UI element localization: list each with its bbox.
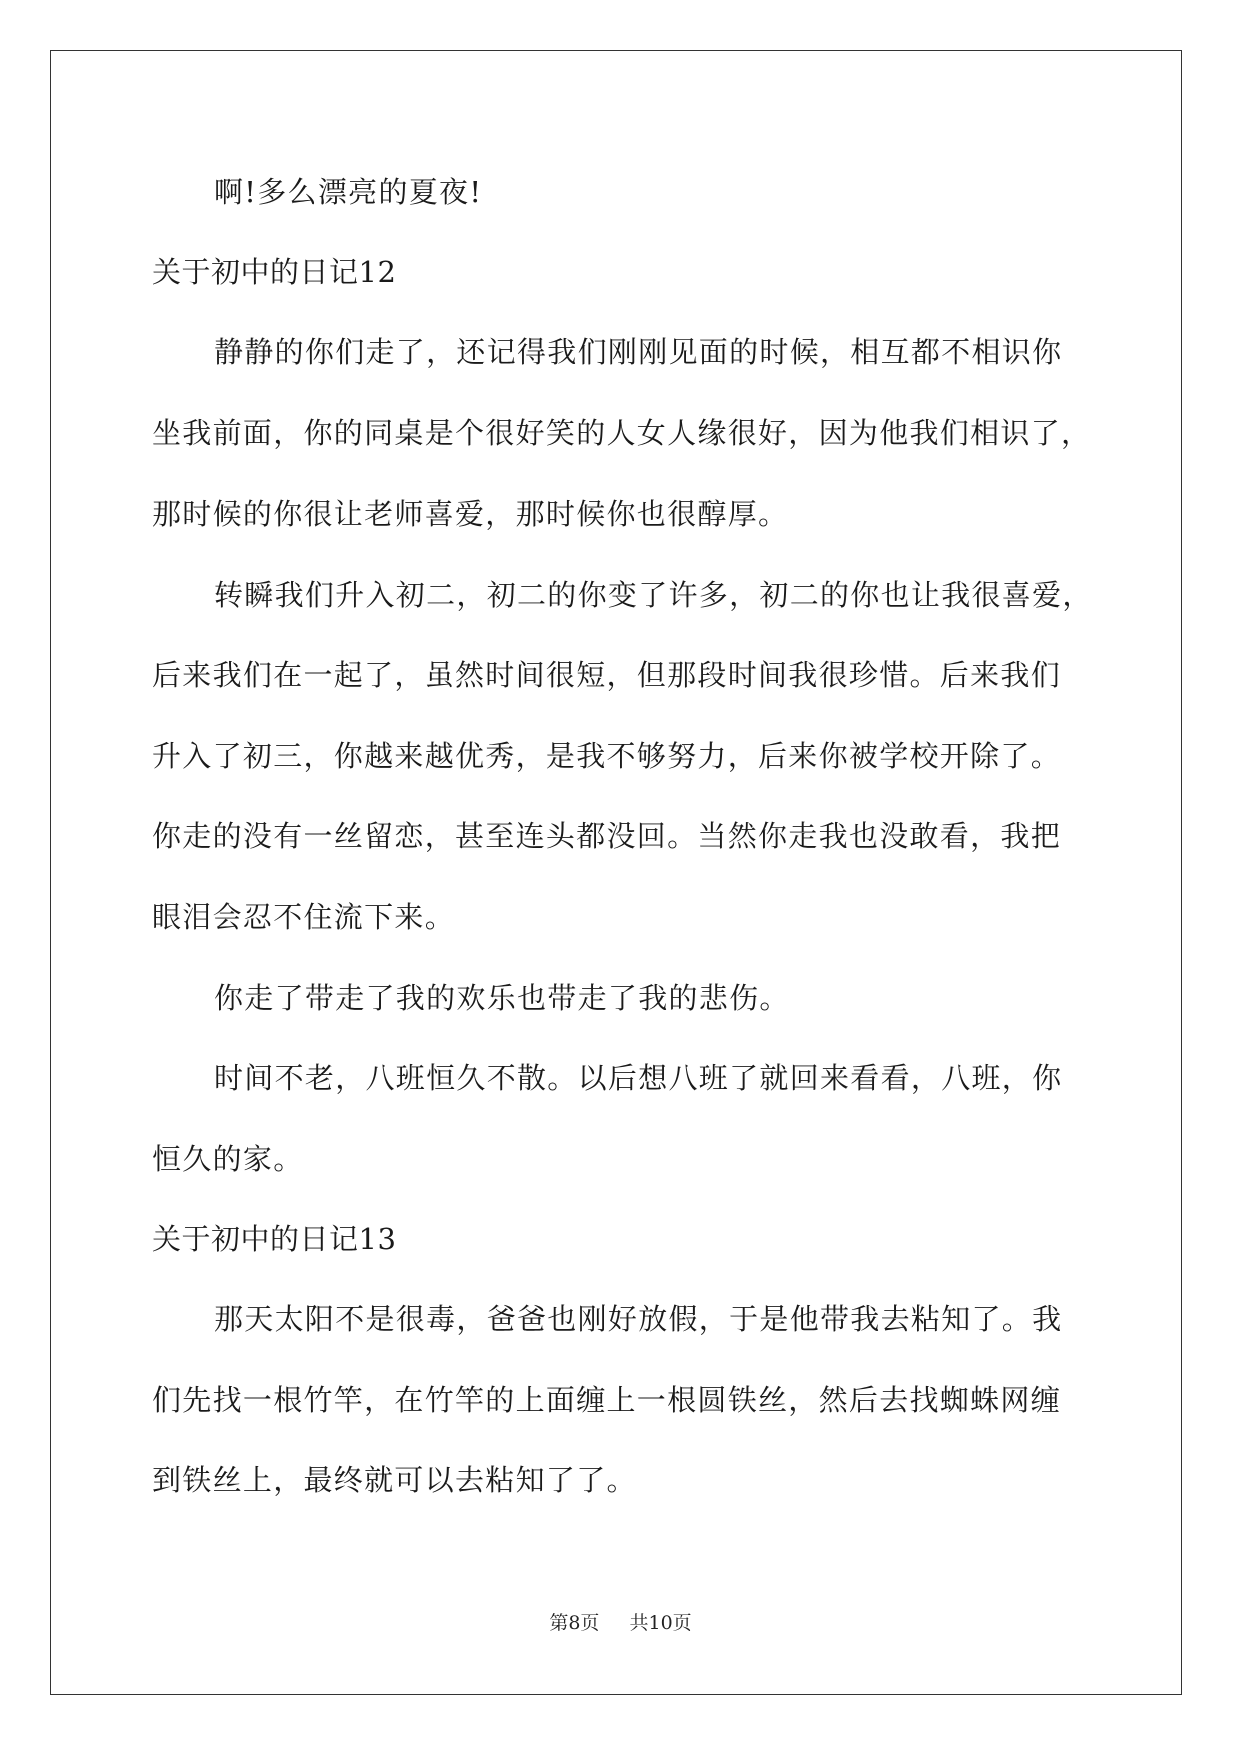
paragraph-line: 转瞬我们升入初二，初二的你变了许多，初二的你也让我很喜爱， — [214, 578, 1093, 612]
paragraph-line: 那天太阳不是很毒，爸爸也刚好放假，于是他带我去粘知了。我 — [214, 1302, 1063, 1336]
paragraph-line: 们先找一根竹竿，在竹竿的上面缠上一根圆铁丝，然后去找蜘蛛网缠 — [152, 1383, 1062, 1417]
paragraph-line: 到铁丝上，最终就可以去粘知了了。 — [152, 1463, 637, 1497]
paragraph-line: 啊!多么漂亮的夏夜! — [214, 175, 483, 209]
paragraph-line: 你走的没有一丝留恋，甚至连头都没回。当然你走我也没敢看，我把 — [152, 819, 1062, 853]
section-heading: 关于初中的日记12 — [152, 255, 397, 289]
paragraph-line: 静静的你们走了，还记得我们刚刚见面的时候，相互都不相识你 — [214, 335, 1063, 369]
page-footer — [0, 1608, 1241, 1635]
page-total: 共10页 — [629, 1612, 692, 1634]
paragraph-line: 那时候的你很让老师喜爱，那时候你也很醇厚。 — [152, 497, 789, 531]
page-border — [50, 50, 1182, 1695]
paragraph-line: 你走了带走了我的欢乐也带走了我的悲伤。 — [214, 981, 790, 1015]
paragraph-line: 升入了初三，你越来越优秀，是我不够努力，后来你被学校开除了。 — [152, 739, 1062, 773]
paragraph-line: 恒久的家。 — [152, 1142, 304, 1176]
page-number: 第8页 — [549, 1612, 600, 1634]
paragraph-line: 坐我前面，你的同桌是个很好笑的人女人缘很好，因为他我们相识了， — [152, 416, 1092, 450]
paragraph-line: 眼泪会忍不住流下来。 — [152, 900, 456, 934]
paragraph-line: 时间不老，八班恒久不散。以后想八班了就回来看看，八班，你 — [214, 1061, 1063, 1095]
section-heading: 关于初中的日记13 — [152, 1222, 397, 1256]
paragraph-line: 后来我们在一起了，虽然时间很短，但那段时间我很珍惜。后来我们 — [152, 658, 1062, 692]
